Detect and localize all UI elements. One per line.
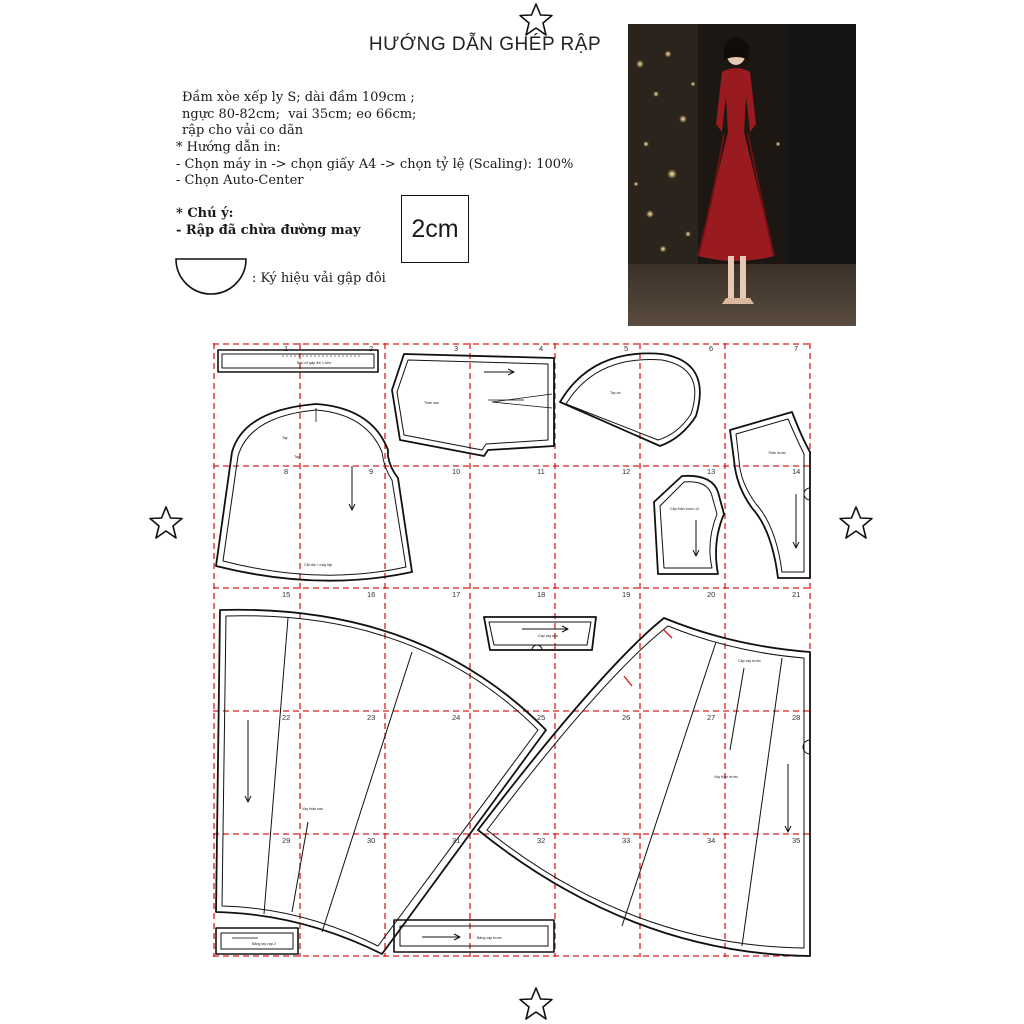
page-number: 17 [452, 590, 461, 599]
page-number: 8 [284, 467, 289, 476]
piece-label: Băng tay cạp 2 [252, 942, 276, 946]
scale-label: 2cm [411, 214, 459, 243]
piece-label: Thân sau [424, 401, 439, 405]
fold-symbol-label: : Ký hiệu vải gập đôi [252, 271, 386, 286]
page-number: 28 [792, 713, 801, 722]
dress-description [182, 90, 416, 140]
piece-collar-strip [218, 350, 378, 372]
piece-bottom-strip-1 [216, 928, 298, 954]
page-number: 11 [537, 467, 545, 476]
page-number: 4 [539, 344, 544, 353]
page-number: 14 [792, 467, 801, 476]
page-number: 6 [709, 344, 714, 353]
piece-label: Cạp váy sau [538, 634, 558, 638]
page-number: 35 [792, 836, 801, 845]
star-icon-right [838, 505, 874, 541]
piece-label: Bản cổ gập đôi 1 bên [297, 361, 331, 365]
seam-note [176, 205, 361, 239]
piece-label: Váy thân sau [302, 807, 323, 811]
page-number: 18 [537, 590, 546, 599]
pattern-sheet [212, 342, 812, 958]
note-text: - Rập đã chừa đường may [176, 223, 361, 238]
scale-reference-box [401, 195, 469, 263]
piece-label: Tay áo [610, 391, 621, 395]
page-number: 22 [282, 713, 291, 722]
page-number: 1 [284, 344, 289, 353]
piece-label: Băng cạp trước [477, 936, 502, 940]
piece-sleeve-top [560, 353, 700, 446]
page-number: 9 [369, 467, 374, 476]
dress-photo [628, 24, 856, 326]
page-title: HƯỚNG DẪN GHÉP RẬP [368, 34, 602, 55]
page-number: 2 [369, 344, 374, 353]
page-number: 23 [367, 713, 376, 722]
piece-front-bodice [730, 412, 810, 578]
piece-back-skirt [216, 610, 546, 954]
page-number: 3 [454, 344, 459, 353]
piece-label: Tay [282, 436, 288, 440]
piece-label: Cặp thân trước x2 [670, 507, 700, 511]
page-number: 33 [622, 836, 631, 845]
page-number: 27 [707, 713, 716, 722]
page-number: 5 [624, 344, 629, 353]
piece-sleeve [216, 404, 412, 581]
page-number: 30 [367, 836, 376, 845]
page-number: 12 [622, 467, 631, 476]
description-line: ngực 80-82cm; vai 35cm; eo 66cm; [182, 106, 417, 122]
page-number: 10 [452, 467, 461, 476]
page-number: 19 [622, 590, 631, 599]
description-line: Đầm xòe xếp ly S; dài đầm 109cm ; [182, 90, 415, 105]
piece-label: Thân trước [768, 451, 786, 455]
description-line: rập cho vải co dãn [182, 123, 304, 138]
page-number: 29 [282, 836, 291, 845]
page-number: 32 [537, 836, 546, 845]
page-number: 16 [367, 590, 376, 599]
piece-side-facing [654, 476, 724, 574]
piece-waistband [484, 617, 596, 650]
page-number: 24 [452, 713, 461, 722]
page-numbers [282, 344, 800, 845]
star-icon-bottom [518, 986, 554, 1022]
page-number: 7 [794, 344, 799, 353]
piece-front-skirt [478, 618, 810, 956]
page-number: 34 [707, 836, 716, 845]
print-guide [176, 140, 573, 190]
piece-bottom-strip-2 [394, 920, 554, 952]
piece-label: Cặp váy trước [738, 659, 761, 663]
print-guide-step: - Chọn Auto-Center [176, 173, 304, 188]
page-number: 31 [452, 836, 461, 845]
print-guide-heading: * Hướng dẫn in: [176, 140, 281, 155]
page-number: 25 [537, 713, 546, 722]
page-number: 20 [707, 590, 716, 599]
fold-symbol-icon [174, 256, 248, 298]
page-number: 15 [282, 590, 291, 599]
piece-label: Váy thân trước [714, 775, 738, 779]
piece-label: Tay [294, 455, 300, 459]
page-number: 26 [622, 713, 631, 722]
print-guide-step: - Chọn máy in -> chọn giấy A4 -> chọn tỷ lệ (Scaling): 100% [176, 156, 574, 172]
piece-back-bodice [392, 354, 554, 456]
star-icon-top [518, 2, 554, 38]
note-heading: * Chú ý: [176, 206, 234, 221]
piece-label: Cắt dài + may lập [304, 563, 333, 567]
page-number: 21 [792, 590, 801, 599]
star-icon-left [148, 505, 184, 541]
page-number: 13 [707, 467, 716, 476]
